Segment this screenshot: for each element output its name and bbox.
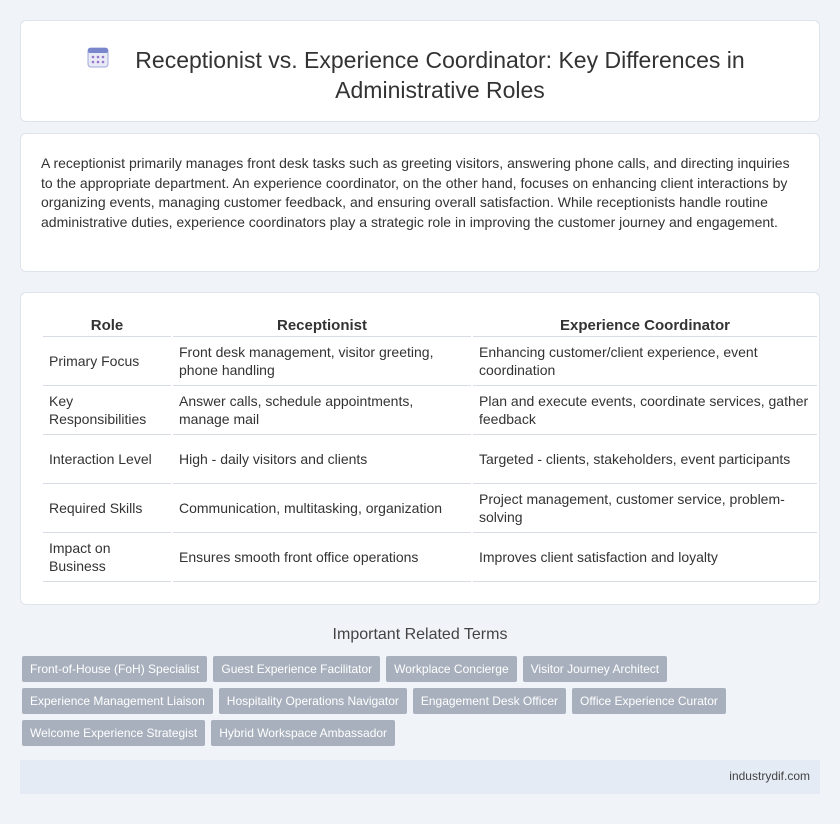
tag-row <box>22 656 822 682</box>
intro-paragraph: A receptionist primarily manages front desk tasks such as greeting visitors, answering phone calls, and directing inquiries to the appropriate department. An experience coordinator, on the other hand, focuses on enhancing client interactions by organizing events, managing customer feedback, and ensuring overall satisfaction. While receptionists handle routine administrative duties, experience coordinators play a strategic role in improving the customer journey and engagement. <box>41 155 790 230</box>
related-term-tag[interactable]: Visitor Journey Architect <box>523 656 668 682</box>
coordinator-cell: Targeted - clients, stakeholders, event participants <box>473 435 817 484</box>
table-row <box>43 386 817 435</box>
related-term-tag[interactable]: Hospitality Operations Navigator <box>219 688 407 714</box>
row-label: Required Skills <box>43 484 171 533</box>
header-receptionist: Receptionist <box>173 315 471 337</box>
row-label: Impact on Business <box>43 533 171 582</box>
row-label: Key Responsibilities <box>43 386 171 435</box>
header-experience-coordinator: Experience Coordinator <box>473 315 817 337</box>
table-row <box>43 533 817 582</box>
related-terms-title: Important Related Terms <box>332 626 508 643</box>
coordinator-cell: Improves client satisfaction and loyalty <box>473 533 817 582</box>
coordinator-cell: Plan and execute events, coordinate services, gather feedback <box>473 386 817 435</box>
table-header-row <box>43 315 817 337</box>
table-row <box>43 484 817 533</box>
coordinator-cell: Project management, customer service, problem-solving <box>473 484 817 533</box>
receptionist-cell: Answer calls, schedule appointments, manage mail <box>173 386 471 435</box>
table-row <box>43 435 817 484</box>
row-label: Primary Focus <box>43 337 171 386</box>
comparison-card <box>20 292 820 605</box>
row-label: Interaction Level <box>43 435 171 484</box>
related-term-tag[interactable]: Guest Experience Facilitator <box>213 656 380 682</box>
tag-row <box>22 688 822 714</box>
related-term-tag[interactable]: Experience Management Liaison <box>22 688 213 714</box>
related-term-tag[interactable]: Front-of-House (FoH) Specialist <box>22 656 207 682</box>
page-title: Receptionist vs. Experience Coordinator: Key Differences in Administrative Roles <box>135 47 745 103</box>
footer <box>20 760 820 794</box>
related-term-tag[interactable]: Office Experience Curator <box>572 688 726 714</box>
receptionist-cell: Communication, multitasking, organization <box>173 484 471 533</box>
intro-card <box>20 133 820 272</box>
receptionist-cell: Ensures smooth front office operations <box>173 533 471 582</box>
related-term-tag[interactable]: Welcome Experience Strategist <box>22 720 205 746</box>
tag-row <box>22 720 822 746</box>
related-term-tag[interactable]: Hybrid Workspace Ambassador <box>211 720 395 746</box>
related-term-tag[interactable]: Workplace Concierge <box>386 656 517 682</box>
footer-site-link[interactable]: industrydif.com <box>729 769 810 783</box>
coordinator-cell: Enhancing customer/client experience, event coordination <box>473 337 817 386</box>
comparison-table <box>41 315 819 582</box>
related-terms-tags <box>22 656 822 752</box>
related-term-tag[interactable]: Engagement Desk Officer <box>413 688 566 714</box>
title-card <box>20 20 820 122</box>
receptionist-cell: Front desk management, visitor greeting, phone handling <box>173 337 471 386</box>
receptionist-cell: High - daily visitors and clients <box>173 435 471 484</box>
table-row <box>43 337 817 386</box>
header-role: Role <box>43 315 171 337</box>
